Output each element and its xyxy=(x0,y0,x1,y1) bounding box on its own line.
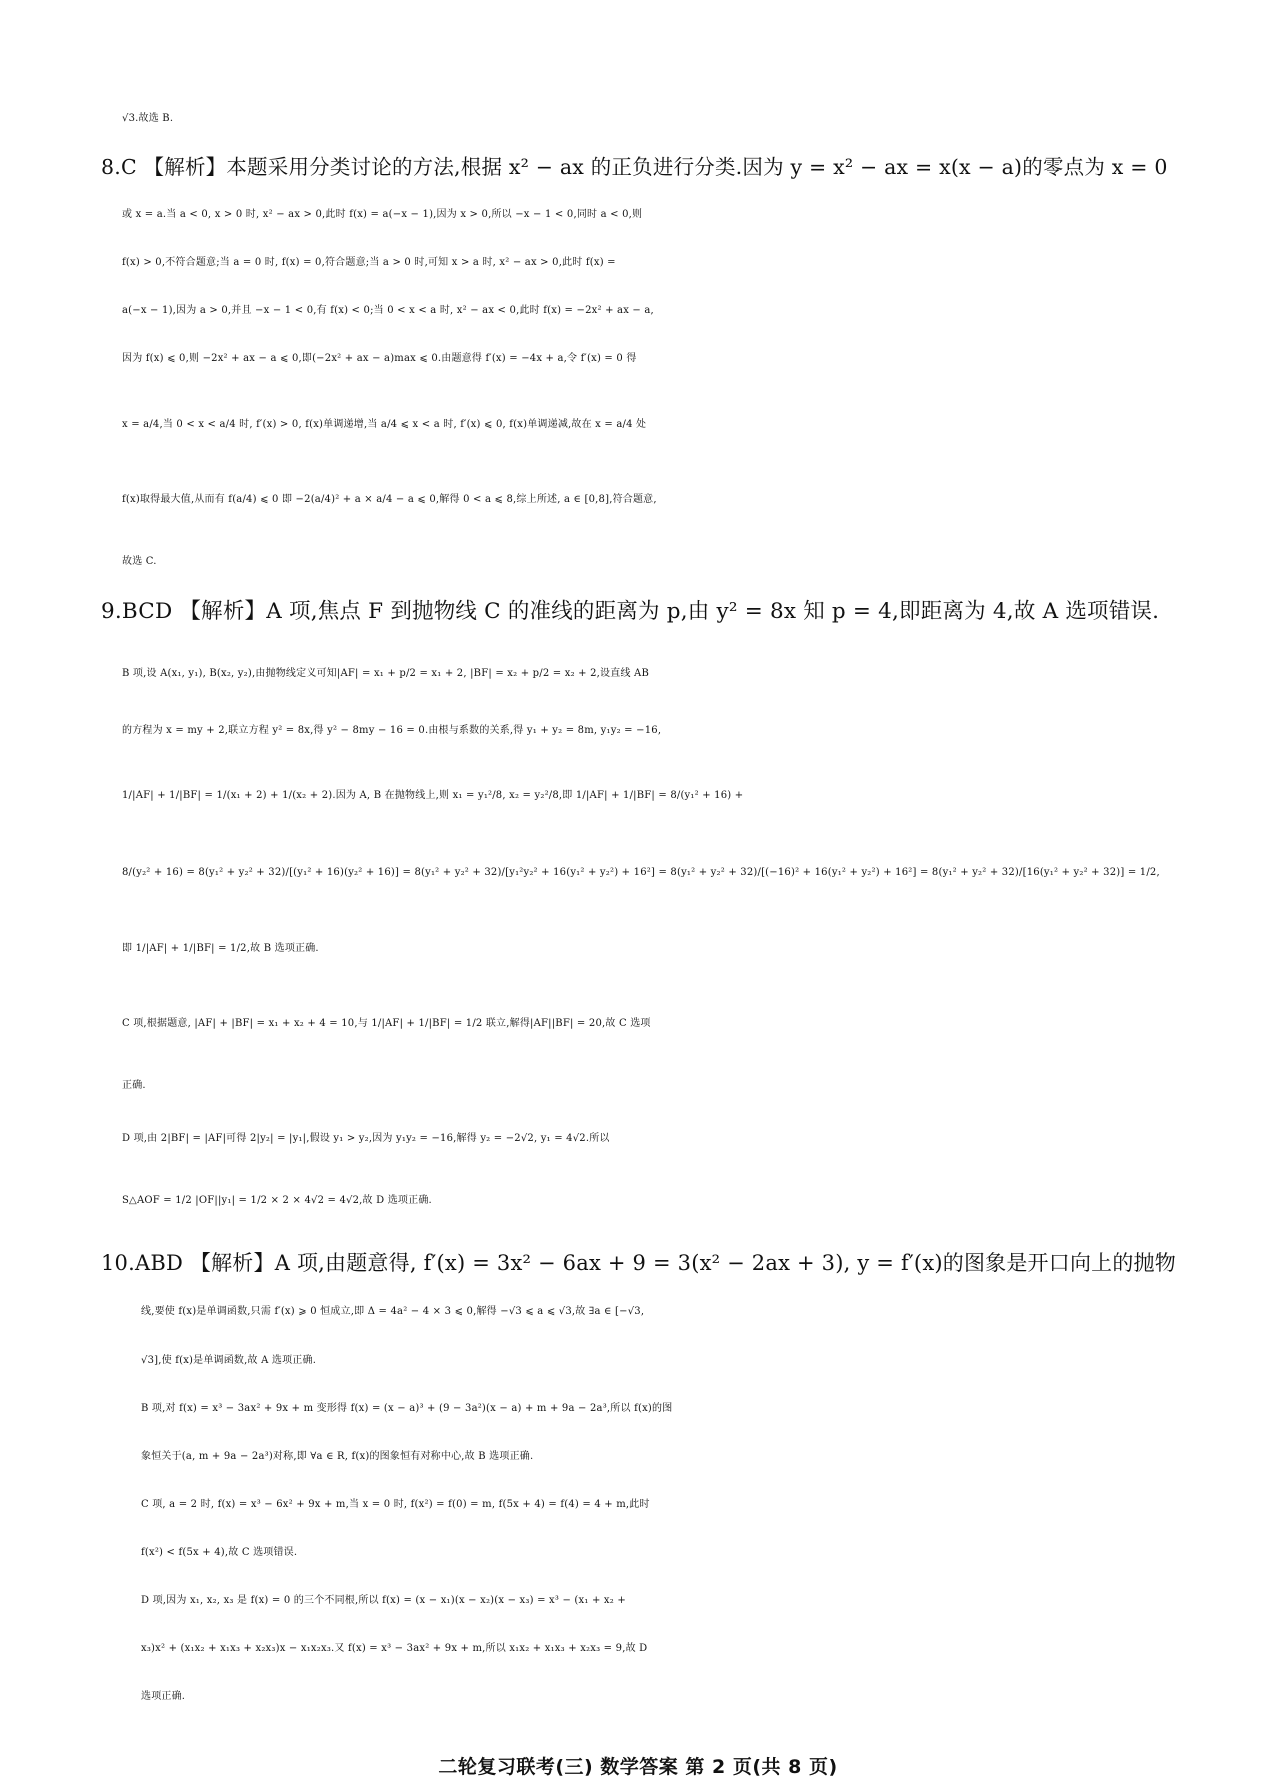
text-line: 选项正确. xyxy=(141,1691,186,1702)
text-line: a(−x − 1),因为 a > 0,并且 −x − 1 < 0,有 f(x) < 0;当 0 < x < a 时, x² − ax < 0,此时 f(x) = −2x² + ax − a, xyxy=(122,305,654,316)
text-line: 线,要使 f(x)是单调函数,只需 f′(x) ⩾ 0 恒成立,即 Δ = 4a² − 4 × 3 ⩽ 0,解得 −√3 ⩽ a ⩽ √3,故 ∃a ∈ [−√3, xyxy=(141,1306,645,1317)
text-line: B 项,设 A(x₁, y₁), B(x₂, y₂),由抛物线定义可知|AF| = x₁ + p/2 = x₁ + 2, |BF| = x₂ + p/2 = x₂ + 2,设直线 AB xyxy=(122,668,650,679)
text-line: 象恒关于(a, m + 9a − 2a³)对称,即 ∀a ∈ R, f(x)的图象恒有对称中心,故 B 选项正确. xyxy=(141,1451,534,1462)
text-line: 1/|AF| + 1/|BF| = 1/(x₁ + 2) + 1/(x₂ + 2).因为 A, B 在抛物线上,则 x₁ = y₁²/8, x₂ = y₂²/8,即 1/|AF| + 1/|BF| = 8/(y₁² + 16) + xyxy=(122,790,744,801)
text-line: 或 x = a.当 a < 0, x > 0 时, x² − ax > 0,此时 f(x) = a(−x − 1),因为 x > 0,所以 −x − 1 < 0,同时 a < 0,则 xyxy=(122,209,643,220)
text-line: x = a/4,当 0 < x < a/4 时, f′(x) > 0, f(x)单调递增,当 a/4 ⩽ x < a 时, f′(x) ⩽ 0, f(x)单调递减,故在 x = a/4 处 xyxy=(122,419,647,430)
text-line: 8.C 【解析】本题采用分类讨论的方法,根据 x² − ax 的正负进行分类.因为 y = x² − ax = x(x − a)的零点为 x = 0 xyxy=(101,155,1168,179)
text-line: 9.BCD 【解析】A 项,焦点 F 到抛物线 C 的准线的距离为 p,由 y² = 8x 知 p = 4,即距离为 4,故 A 选项错误. xyxy=(101,599,1160,624)
text-line: 故选 C. xyxy=(122,556,157,567)
text-line: 即 1/|AF| + 1/|BF| = 1/2,故 B 选项正确. xyxy=(122,943,319,954)
text-line: 的方程为 x = my + 2,联立方程 y² = 8x,得 y² − 8my − 16 = 0.由根与系数的关系,得 y₁ + y₂ = 8m, y₁y₂ = −16, xyxy=(122,725,662,736)
text-line: 8/(y₂² + 16) = 8(y₁² + y₂² + 32)/[(y₁² + 16)(y₂² + 16)] = 8(y₁² + y₂² + 32)/[y₁²y₂² + 16(y₁² + y₂²) + 16²] = 8(y₁² + y₂² + 32)/[(−16)² + 16(y₁² + y₂²) + 16²] = 8(y₁² + y₂² + 32)/[16(y₁² + y₂² + 32)] = 1/2, xyxy=(122,867,1160,878)
page-footer: 二轮复习联考(三) 数学答案 第 2 页(共 8 页) xyxy=(438,1756,838,1778)
text-line: D 项,由 2|BF| = |AF|可得 2|y₂| = |y₁|,假设 y₁ > y₂,因为 y₁y₂ = −16,解得 y₂ = −2√2, y₁ = 4√2.所以 xyxy=(122,1133,610,1144)
text-line: f(x) > 0,不符合题意;当 a = 0 时, f(x) = 0,符合题意;当 a > 0 时,可知 x > a 时, x² − ax > 0,此时 f(x) = xyxy=(122,257,616,268)
text-line: B 项,对 f(x) = x³ − 3ax² + 9x + m 变形得 f(x) = (x − a)³ + (9 − 3a²)(x − a) + m + 9a − 2a³,所以 f(x)的图 xyxy=(141,1403,673,1414)
text-line: √3.故选 B. xyxy=(122,113,174,124)
text-line: √3],使 f(x)是单调函数,故 A 选项正确. xyxy=(141,1355,317,1366)
text-line: S△AOF = 1/2 |OF||y₁| = 1/2 × 2 × 4√2 = 4√2,故 D 选项正确. xyxy=(122,1195,432,1206)
text-line: D 项,因为 x₁, x₂, x₃ 是 f(x) = 0 的三个不同根,所以 f(x) = (x − x₁)(x − x₂)(x − x₃) = x³ − (x₁ + x₂ + xyxy=(141,1595,626,1606)
text-line: 正确. xyxy=(122,1080,146,1091)
text-line: C 项,根据题意, |AF| + |BF| = x₁ + x₂ + 4 = 10,与 1/|AF| + 1/|BF| = 1/2 联立,解得|AF||BF| = 20,故 C 选项 xyxy=(122,1018,651,1029)
text-line: x₃)x² + (x₁x₂ + x₁x₃ + x₂x₃)x − x₁x₂x₃.又 f(x) = x³ − 3ax² + 9x + m,所以 x₁x₂ + x₁x₃ + x₂x₃ = 9,故 D xyxy=(141,1643,648,1654)
text-line: f(x)取得最大值,从而有 f(a/4) ⩽ 0 即 −2(a/4)² + a × a/4 − a ⩽ 0,解得 0 < a ⩽ 8,综上所述, a ∈ [0,8],符合题意, xyxy=(122,494,657,505)
text-line: f(x²) < f(5x + 4),故 C 选项错误. xyxy=(141,1547,298,1558)
text-line: C 项, a = 2 时, f(x) = x³ − 6x² + 9x + m,当 x = 0 时, f(x²) = f(0) = m, f(5x + 4) = f(4) = 4 + m,此时 xyxy=(141,1499,650,1510)
text-line: 10.ABD 【解析】A 项,由题意得, f′(x) = 3x² − 6ax + 9 = 3(x² − 2ax + 3), y = f′(x)的图象是开口向上的抛物 xyxy=(101,1251,1176,1275)
text-line: 因为 f(x) ⩽ 0,则 −2x² + ax − a ⩽ 0,即(−2x² + ax − a)max ⩽ 0.由题意得 f′(x) = −4x + a,令 f′(x) = 0 得 xyxy=(122,353,637,364)
